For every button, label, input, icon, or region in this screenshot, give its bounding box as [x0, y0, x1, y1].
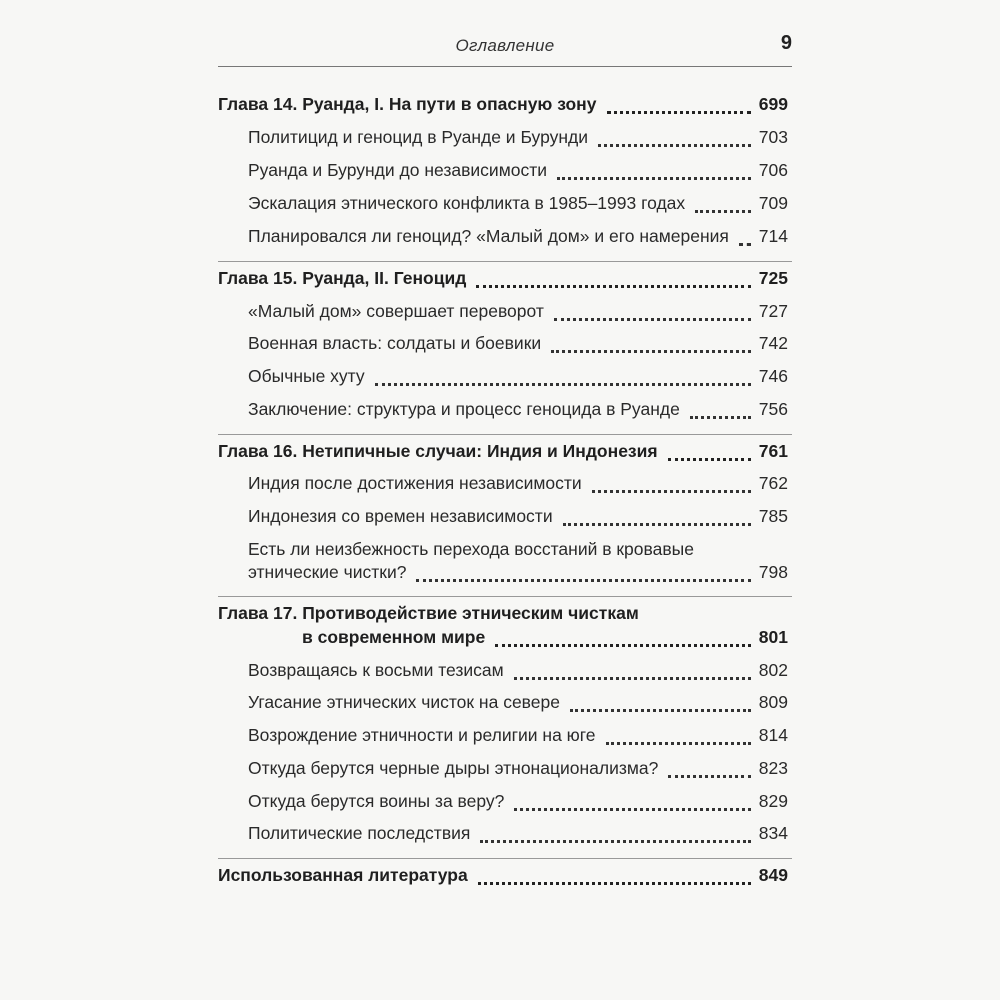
dot-leader	[695, 209, 751, 213]
toc-entry-title: Заключение: структура и процесс геноцида в Руанде	[248, 399, 680, 419]
toc-entry[interactable]	[0, 399, 788, 425]
toc-page-number: 714	[758, 226, 788, 246]
toc-entry-title: Откуда берутся черные дыры этнонационализма?	[248, 758, 659, 778]
toc-entry[interactable]	[0, 333, 788, 359]
toc-entry-title: Угасание этнических чисток на севере	[248, 692, 560, 712]
dot-leader	[476, 284, 750, 288]
toc-page-number: 699	[758, 94, 788, 114]
toc-entry-title: Обычные хуту	[248, 366, 365, 386]
dot-leader	[551, 349, 751, 353]
toc-entry[interactable]	[0, 823, 788, 849]
toc-entry[interactable]	[0, 562, 788, 588]
toc-entry-title: Откуда берутся воины за веру?	[248, 791, 505, 811]
toc-entry[interactable]	[0, 473, 788, 499]
toc-bibliography[interactable]	[0, 865, 788, 891]
toc-page-number: 703	[758, 127, 788, 147]
dot-leader	[598, 143, 751, 147]
toc-page-number: 746	[758, 366, 788, 386]
toc-page-number: 814	[758, 725, 788, 745]
dot-leader	[606, 741, 751, 745]
toc-page-number: 761	[758, 441, 788, 461]
toc-entry[interactable]	[0, 366, 788, 392]
toc-chapter-17[interactable]	[0, 627, 788, 653]
toc-chapter-14[interactable]	[0, 94, 788, 120]
toc-entry-title: Эскалация этнического конфликта в 1985–1993 годах	[248, 193, 686, 213]
section-divider	[218, 261, 792, 262]
dot-leader	[739, 242, 751, 246]
toc-page-number: 809	[758, 692, 788, 712]
dot-leader	[514, 676, 751, 680]
toc-entry[interactable]	[0, 127, 788, 153]
toc-page-number: 706	[758, 160, 788, 180]
dot-leader	[495, 643, 751, 647]
dot-leader	[607, 110, 751, 114]
toc-entry[interactable]	[0, 193, 788, 219]
running-head-title: Оглавление	[455, 36, 555, 55]
toc-chapter-title-line2: в современном мире	[302, 627, 486, 647]
section-divider	[218, 596, 792, 597]
toc-entry-title: Индонезия со времен независимости	[248, 506, 553, 526]
toc-entry-title-line1[interactable]: Есть ли неизбежность перехода восстаний в кровавые	[248, 539, 694, 559]
toc-page-number: 756	[758, 399, 788, 419]
toc-entry-title-line2: этнические чистки?	[248, 562, 407, 582]
dot-leader	[416, 578, 750, 582]
page-number: 9	[780, 32, 792, 54]
toc-page-number: 801	[758, 627, 788, 647]
toc-page-number: 785	[758, 506, 788, 526]
toc-page-number: 742	[758, 333, 788, 353]
dot-leader	[554, 317, 751, 321]
toc-entry-title: Политические последствия	[248, 823, 471, 843]
toc-page-number: 725	[758, 268, 788, 288]
dot-leader	[570, 708, 751, 712]
toc-page-number: 798	[758, 562, 788, 582]
dot-leader	[478, 881, 751, 885]
toc-page-number: 829	[758, 791, 788, 811]
toc-page-number: 834	[758, 823, 788, 843]
toc-entry-title: Планировался ли геноцид? «Малый дом» и его намерения	[248, 226, 729, 246]
toc-entry-title: Индия после достижения независимости	[248, 473, 582, 493]
toc-entry-title: Военная власть: солдаты и боевики	[248, 333, 542, 353]
toc-entry[interactable]	[0, 226, 788, 252]
dot-leader	[668, 774, 750, 778]
toc-chapter-title: Глава 14. Руанда, I. На пути в опасную зону	[218, 94, 597, 114]
toc-page-number: 762	[758, 473, 788, 493]
toc-entry[interactable]	[0, 725, 788, 751]
toc-entry-title: «Малый дом» совершает переворот	[248, 301, 544, 321]
section-divider	[218, 434, 792, 435]
toc-chapter-title: Глава 16. Нетипичные случаи: Индия и Индонезия	[218, 441, 658, 461]
dot-leader	[690, 415, 751, 419]
dot-leader	[514, 807, 750, 811]
toc-chapter-17-title-line1[interactable]: Глава 17. Противодействие этническим чисткам	[218, 603, 639, 623]
dot-leader	[592, 489, 751, 493]
toc-page-number: 849	[758, 865, 788, 885]
dot-leader	[557, 176, 751, 180]
toc-entry-title: Возрождение этничности и религии на юге	[248, 725, 596, 745]
toc-entry[interactable]	[0, 160, 788, 186]
dot-leader	[480, 839, 750, 843]
toc-entry[interactable]	[0, 301, 788, 327]
toc-chapter-title: Глава 15. Руанда, II. Геноцид	[218, 268, 467, 288]
toc-chapter-title: Использованная литература	[218, 865, 468, 885]
toc-page-number: 727	[758, 301, 788, 321]
toc-entry[interactable]	[0, 692, 788, 718]
toc-entry-title: Возвращаясь к восьми тезисам	[248, 660, 504, 680]
toc-entry[interactable]	[0, 791, 788, 817]
toc-page-number: 709	[758, 193, 788, 213]
dot-leader	[563, 522, 751, 526]
section-divider	[218, 858, 792, 859]
toc-entry[interactable]	[0, 506, 788, 532]
toc-entry-title: Политицид и геноцид в Руанде и Бурунди	[248, 127, 589, 147]
dot-leader	[375, 382, 751, 386]
toc-page-number: 802	[758, 660, 788, 680]
toc-chapter-15[interactable]	[0, 268, 788, 294]
dot-leader	[668, 457, 751, 461]
toc-chapter-16[interactable]	[0, 441, 788, 467]
toc-entry[interactable]	[0, 660, 788, 686]
toc-page-number: 823	[758, 758, 788, 778]
toc-entry-title: Руанда и Бурунди до независимости	[248, 160, 547, 180]
toc-entry[interactable]	[0, 758, 788, 784]
